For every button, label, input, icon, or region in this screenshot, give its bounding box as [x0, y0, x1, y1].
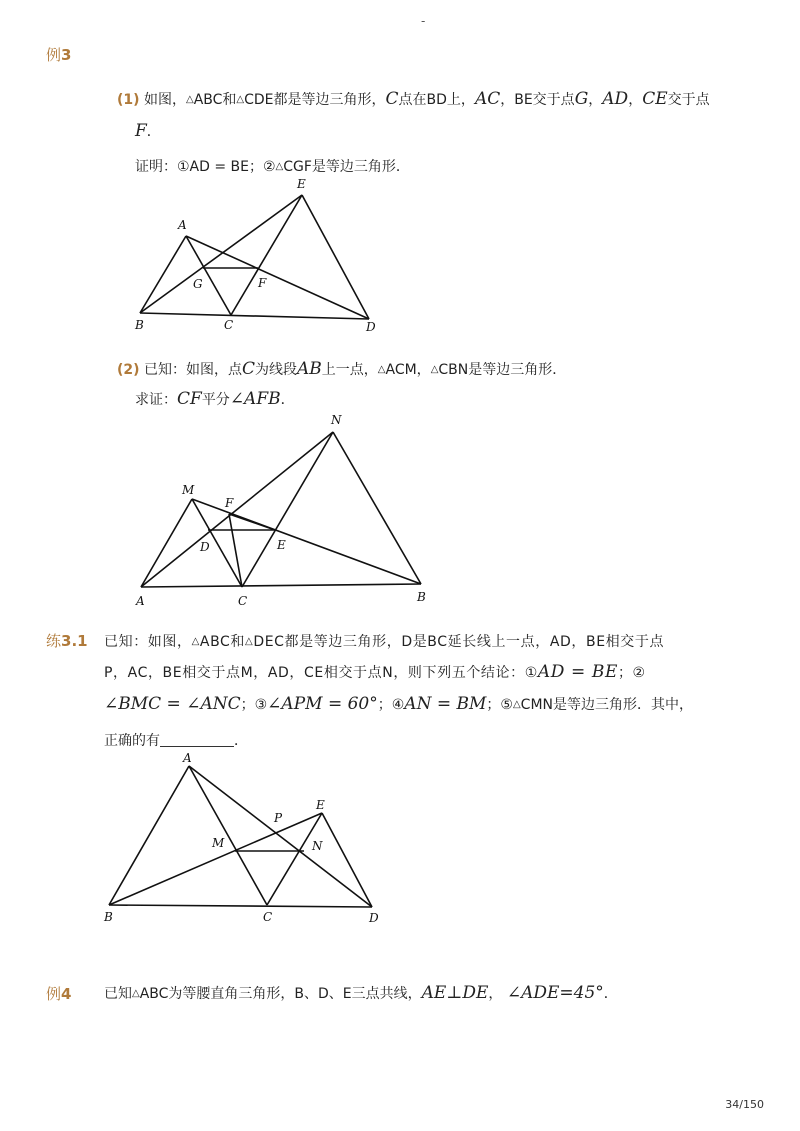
- triangle-symbol: △: [186, 94, 194, 105]
- answer-blank[interactable]: [160, 734, 234, 747]
- example-3-label: 例3: [46, 46, 72, 64]
- fig1-line-ed: [302, 195, 369, 319]
- part1-line2: F．: [135, 121, 161, 141]
- fig3-line-ac: [189, 766, 267, 905]
- fig1-label-e: E: [297, 177, 306, 191]
- example4-text: 已知△ABC为等腰直角三角形，B、D、E三点共线，AE⊥DE， ∠ADE=45°．: [104, 983, 618, 1003]
- fig3-line-be: [109, 813, 322, 905]
- fig1-label-b: B: [135, 318, 144, 332]
- fig2-label-m: M: [182, 483, 195, 497]
- fig2-label-d: D: [200, 540, 210, 554]
- fig2-label-n: N: [331, 413, 342, 427]
- part2-prove: 求证：CF平分∠AFB．: [135, 389, 295, 409]
- fig2-line-mb: [192, 499, 421, 584]
- fig1-label-g: G: [193, 277, 203, 291]
- fig2-line-an: [141, 432, 333, 587]
- practice-3-1-label: 练3.1: [46, 632, 88, 650]
- top-mark: -: [421, 14, 426, 28]
- fig2-line-cn: [242, 432, 333, 587]
- fig3-label-b: B: [104, 910, 113, 924]
- fig2-label-b: B: [417, 590, 426, 604]
- fig1-label-c: C: [224, 318, 234, 332]
- fig2-line-ab: [141, 584, 421, 587]
- figure-1: [134, 177, 376, 334]
- fig3-label-n: N: [312, 839, 323, 853]
- fig1-line-ad: [186, 236, 369, 319]
- part1-line1: (1) 如图，△ABC和△CDE都是等边三角形，C点在BD上，AC，BE交于点G，AD，CE交于点: [117, 89, 710, 109]
- fig1-label-d: D: [366, 320, 376, 334]
- fig2-line-fe: [229, 514, 275, 530]
- practice-line1: 已知：如图，△ABC和△DEC都是等边三角形，D是BC延长线上一点，AD，BE相交于点: [104, 634, 665, 650]
- fig2-label-c: C: [238, 594, 248, 608]
- fig2-label-e: E: [277, 538, 286, 552]
- fig2-line-am: [141, 499, 192, 587]
- fig3-label-p: P: [274, 811, 283, 825]
- part2-line1: (2) 已知：如图，点C为线段AB上一点，△ACM，△CBN是等边三角形．: [117, 359, 567, 379]
- part1-proof: 证明：①AD = BE；②△CGF是等边三角形．: [135, 159, 410, 175]
- fig1-label-f: F: [258, 276, 267, 290]
- fig3-line-bd: [109, 905, 372, 907]
- practice-line4: 正确的有 ．: [104, 733, 248, 749]
- fig1-line-ba: [140, 236, 186, 313]
- fig1-line-be: [140, 195, 302, 313]
- fig3-label-m: M: [212, 836, 225, 850]
- fig3-label-c: C: [263, 910, 273, 924]
- fig3-label-a: A: [183, 751, 192, 765]
- fig2-label-f: F: [225, 496, 234, 510]
- fig3-label-d: D: [369, 911, 379, 925]
- figure-3: [103, 751, 379, 925]
- fig1-label-a: A: [178, 218, 187, 232]
- fig1-line-bd: [140, 313, 369, 319]
- practice-line2: P，AC，BE相交于点M，AD，CE相交于点N，则下列五个结论：①AD = BE；②: [104, 662, 646, 682]
- example-4-label: 例4: [46, 985, 72, 1003]
- fig2-label-a: A: [136, 594, 145, 608]
- practice-line3: ∠BMC = ∠ANC；③∠APM = 60°；④AN = BM；⑤△CMN是等边三角形．其中，: [104, 694, 693, 714]
- fig2-line-nb: [333, 432, 421, 584]
- fig3-line-ba: [109, 766, 189, 905]
- page-number: 34/150: [725, 1098, 764, 1111]
- fig3-line-ce: [267, 813, 322, 905]
- fig3-label-e: E: [316, 798, 325, 812]
- fig1-line-ce: [231, 195, 302, 315]
- figure-2: [135, 413, 426, 608]
- fig3-line-ed: [322, 813, 372, 907]
